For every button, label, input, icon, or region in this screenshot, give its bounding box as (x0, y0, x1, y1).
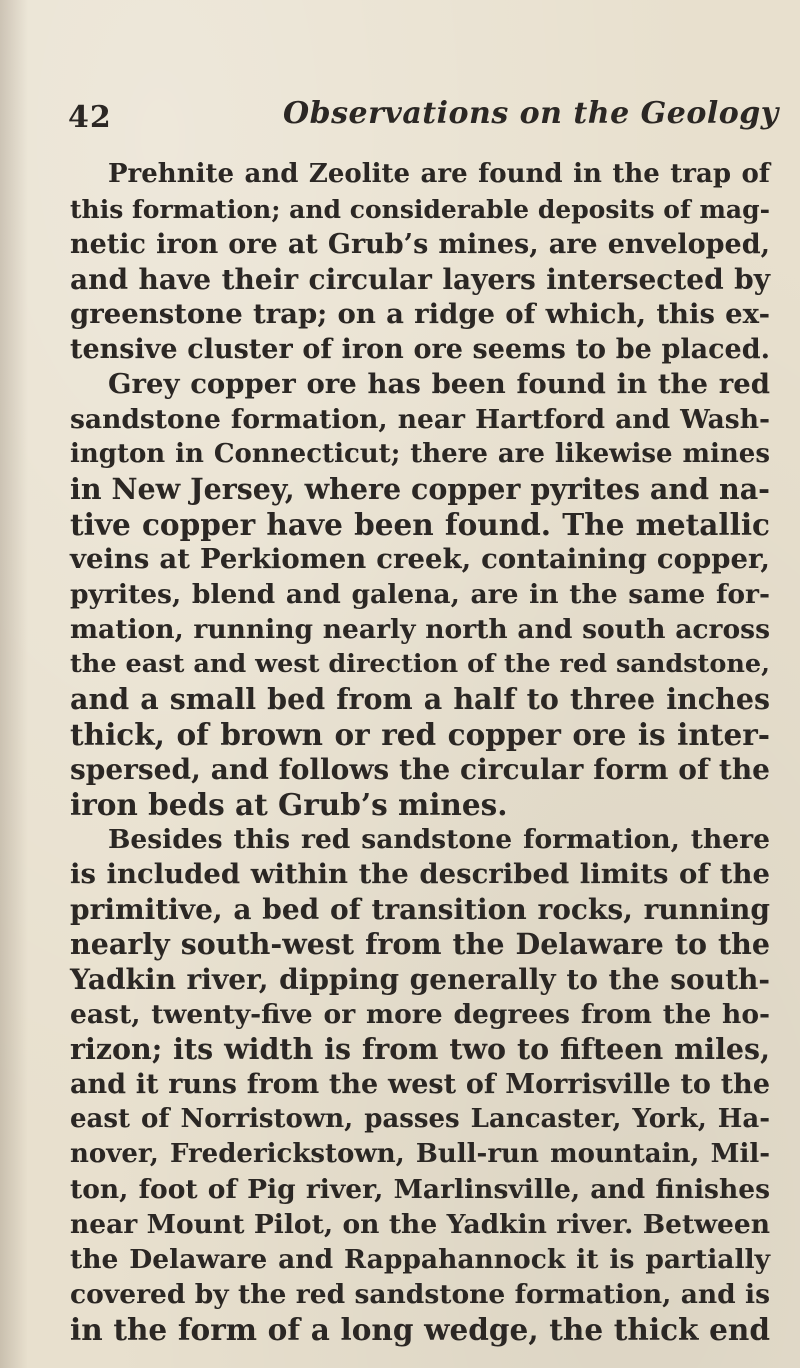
text-line: tive copper have been found. The metallic (70, 507, 770, 542)
text-line: nearly south-west from the Delaware to the (70, 927, 770, 961)
text-line: nover, Frederickstown, Bull-run mountain, Mil- (70, 1139, 770, 1169)
running-title: Observations on the Geology (283, 96, 779, 131)
text-line: rizon; its width is from two to fifteen miles, (70, 1032, 770, 1066)
text-line: covered by the red sandstone formation, and is (70, 1279, 770, 1310)
text-line: mation, running nearly north and south across (70, 614, 770, 645)
text-line: east of Norristown, passes Lancaster, York, Ha- (70, 1104, 770, 1134)
text-line: pyrites, blend and galena, are in the same for- (70, 579, 770, 610)
text-line: and a small bed from a half to three inches (70, 682, 770, 716)
text-line: the Delaware and Rappahannock it is partially (70, 1244, 770, 1275)
text-line: sandstone formation, near Hartford and Wash- (70, 404, 770, 435)
text-line: iron beds at Grub’s mines. (70, 787, 508, 822)
text-line: this formation; and considerable deposits of mag- (70, 195, 770, 224)
text-line: in the form of a long wedge, the thick end (70, 1312, 770, 1347)
page-header (40, 96, 779, 146)
page-gutter-shadow (0, 0, 28, 1368)
text-line: greenstone trap; on a ridge of which, this ex- (70, 298, 770, 330)
text-line: and have their circular layers intersected by (70, 263, 770, 296)
text-line: is included within the described limits of the (70, 858, 770, 890)
text-line: Yadkin river, dipping generally to the south- (70, 963, 770, 996)
text-line: ington in Connecticut; there are likewise mines (70, 439, 770, 469)
text-line: in New Jersey, where copper pyrites and na- (70, 472, 770, 506)
text-line: Besides this red sandstone formation, there (108, 824, 770, 855)
text-line: east, twenty-five or more degrees from the ho- (70, 999, 770, 1030)
body-text (70, 157, 770, 1347)
text-line: ton, foot of Pig river, Marlinsville, and finishes (70, 1174, 770, 1205)
text-line: netic iron ore at Grub’s mines, are enveloped, (70, 229, 770, 260)
text-line: veins at Perkiomen creek, containing copper, (70, 543, 770, 575)
text-line: primitive, a bed of transition rocks, running (70, 893, 770, 926)
text-line: tensive cluster of iron ore seems to be placed. (70, 334, 770, 365)
text-line: near Mount Pilot, on the Yadkin river. Between (70, 1209, 770, 1240)
text-line: thick, of brown or red copper ore is inter- (70, 717, 770, 752)
text-line: Grey copper ore has been found in the red (108, 368, 770, 400)
text-line: spersed, and follows the circular form of the (70, 753, 770, 786)
text-line: the east and west direction of the red sandstone, (70, 649, 770, 679)
text-line: Prehnite and Zeolite are found in the trap of (108, 159, 770, 189)
text-line: and it runs from the west of Morrisville to the (70, 1069, 770, 1100)
page-number: 42 (68, 100, 112, 135)
